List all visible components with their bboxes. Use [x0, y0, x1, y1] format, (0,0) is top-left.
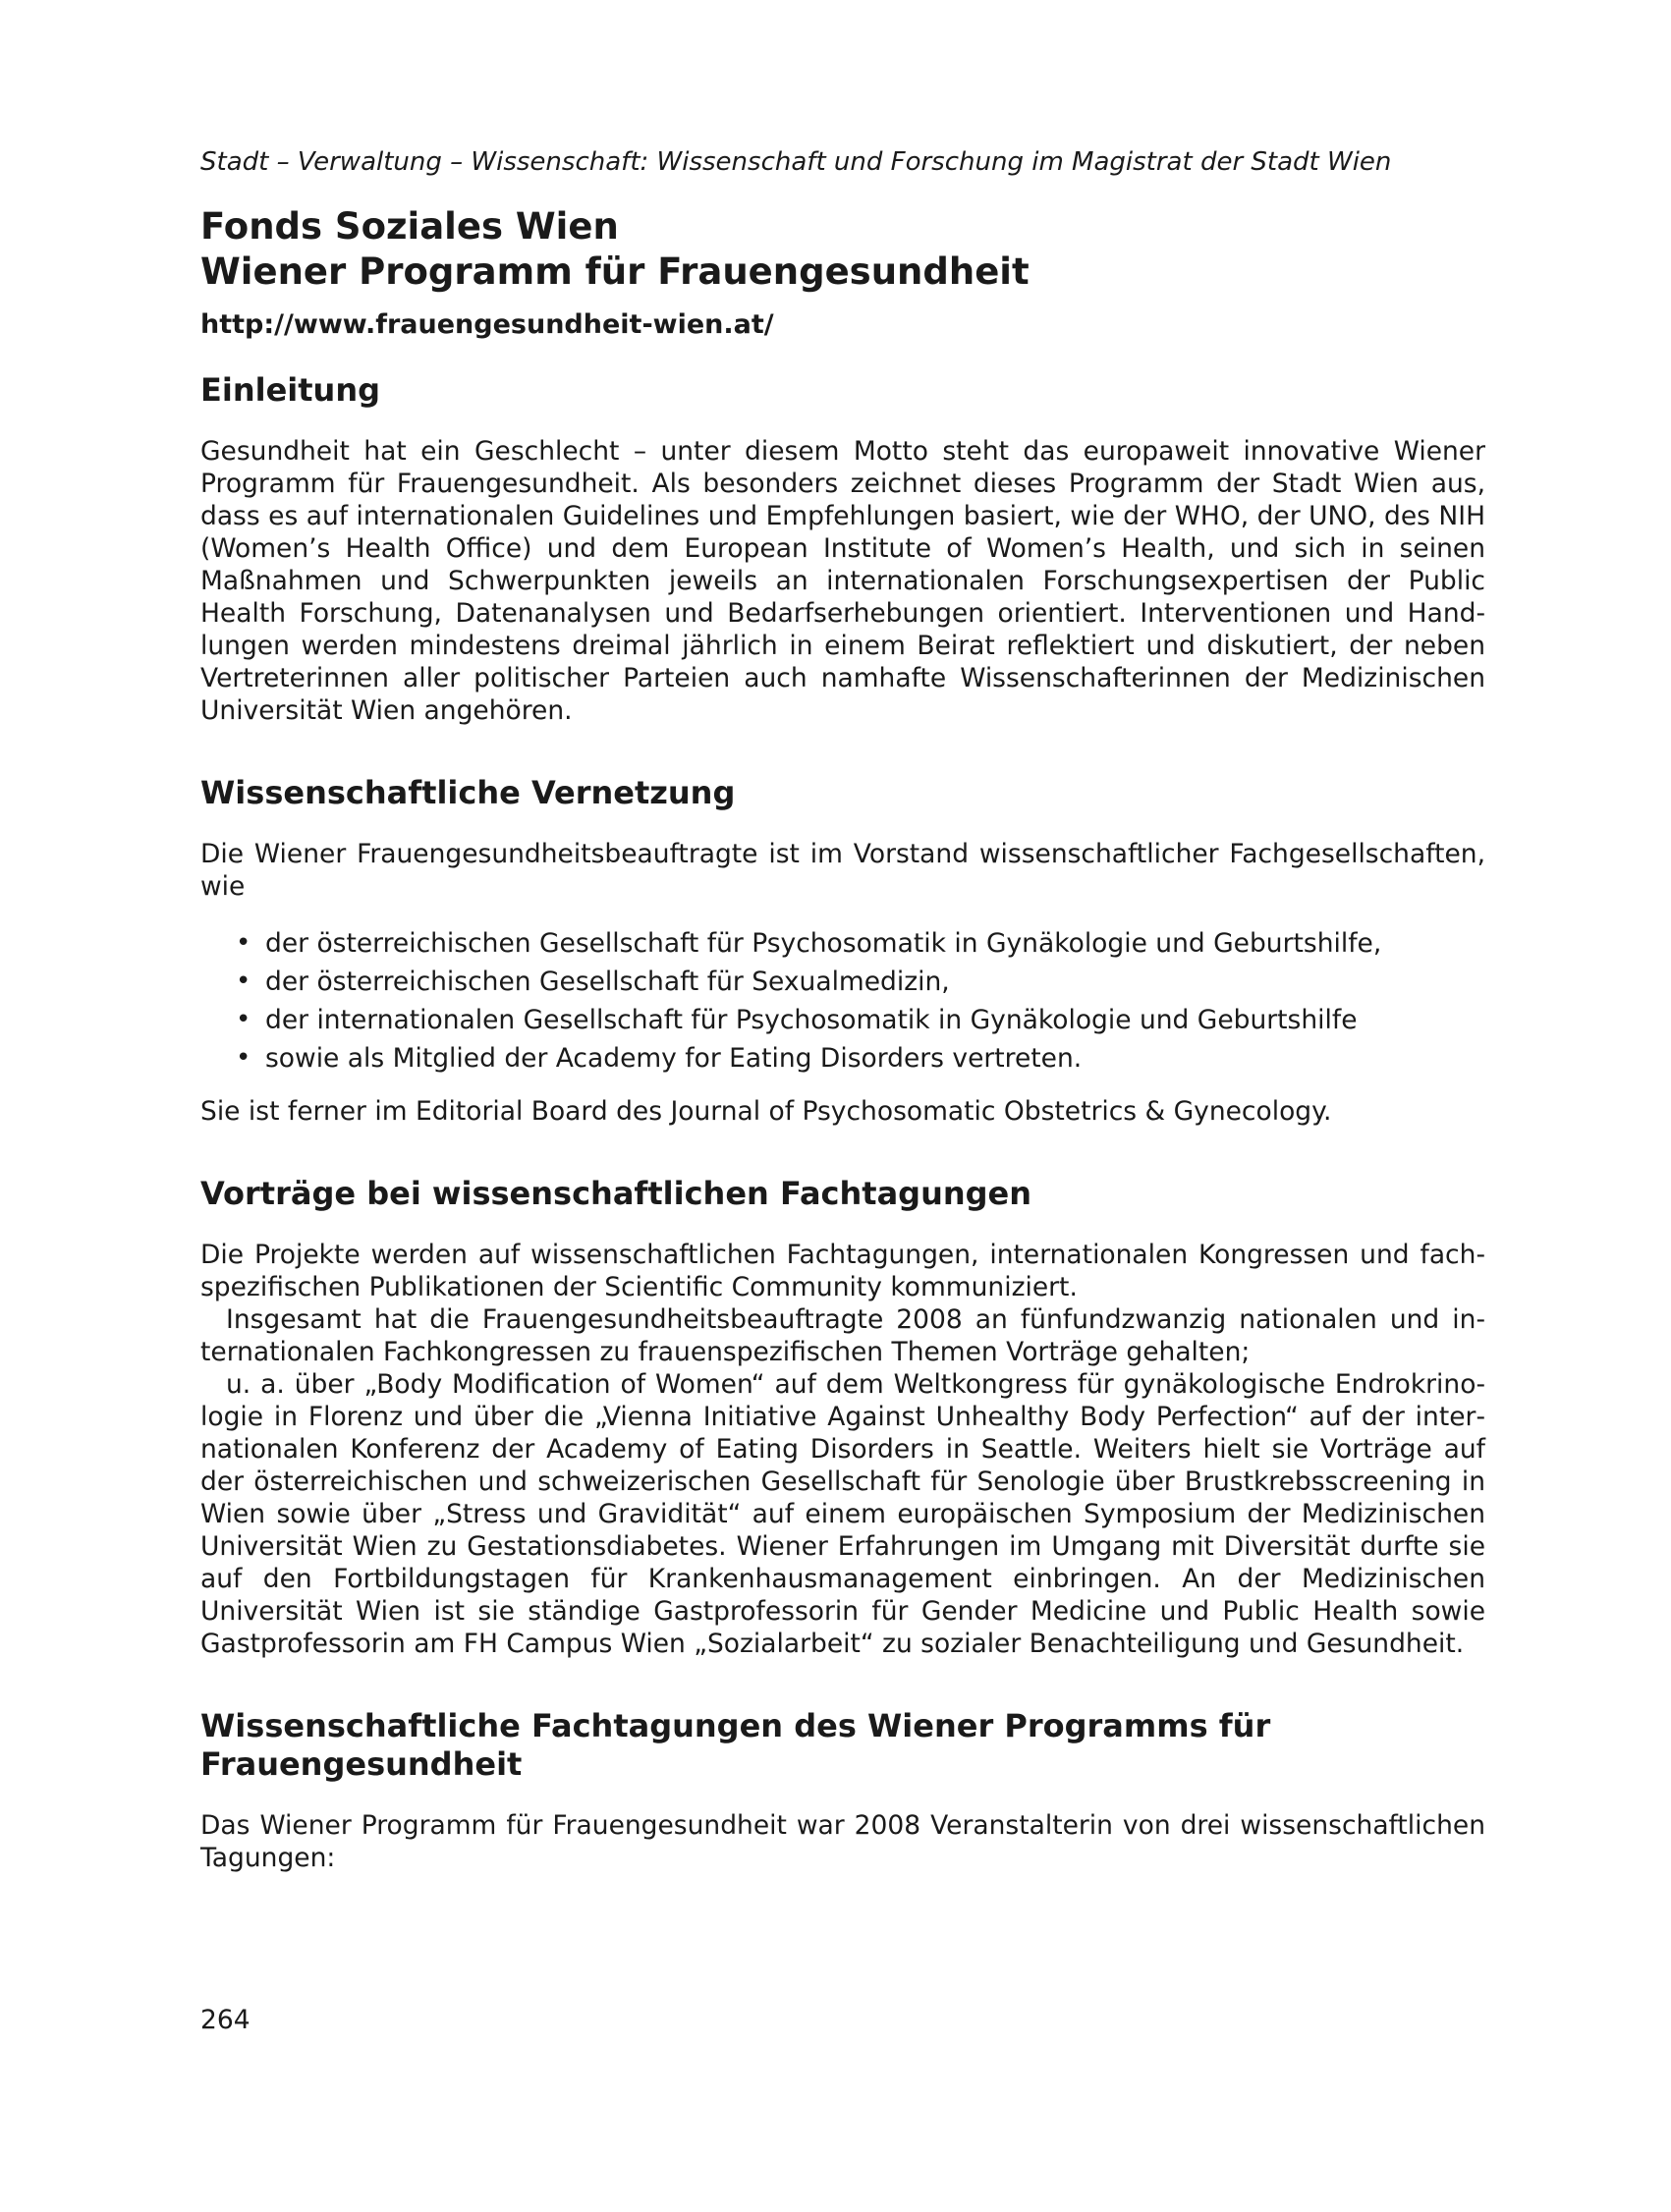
section-heading: Vorträge bei wissenschaftlichen Fachtagungen — [200, 1175, 1032, 1212]
section-einleitung — [200, 371, 1485, 727]
section-vortraege — [200, 1175, 1485, 1660]
paragraph: Insgesamt hat die Frauengesundheitsbeauftragte 2008 an fünfundzwanzig nationalen und internationalen Fachkongressen zu frauenspezifischen Themen Vorträge gehalten; — [200, 1304, 1485, 1367]
title-line-2: Wiener Programm für Frauengesundheit — [200, 250, 1030, 293]
list-item: • der österreichischen Gesellschaft für Psychosomatik in Gynäkologie und Geburtshilfe, — [200, 924, 1485, 963]
paragraph: Sie ist ferner im Editorial Board des Journal of Psychosomatic Obstetrics & Gynecology. — [200, 1096, 1332, 1127]
bullet-icon: • — [236, 1043, 251, 1073]
document-title — [200, 204, 1485, 295]
list-item: • der österreichischen Gesellschaft für Sexualmedizin, — [200, 963, 1485, 1001]
bullet-icon: • — [236, 967, 251, 996]
section-heading: Wissenschaftliche Vernetzung — [200, 774, 736, 811]
bullet-icon: • — [236, 1005, 251, 1034]
bullet-icon: • — [236, 928, 251, 958]
paragraph: Die Projekte werden auf wissenschaftlichen Fachtagungen, internationalen Kongressen und fachspezifischen Publikationen der Scientific Community kommuniziert. — [200, 1240, 1485, 1302]
section-heading: Einleitung — [200, 371, 381, 409]
paragraph: Die Wiener Frauengesundheitsbeauftragte ist im Vorstand wissenschaftlicher Fachgesellschaften, wie — [200, 839, 1485, 902]
list-item: • der internationalen Gesellschaft für Psychosomatik in Gynäkologie und Geburtshilfe — [200, 1001, 1485, 1039]
document-page — [200, 145, 1485, 1921]
bullet-list — [200, 924, 1485, 1078]
paragraph: u. a. über „Body Modification of Women“ auf dem Weltkongress für gynäkologische Endrokrinologie in Florenz und über die „Vienna Initiative Against Unhealthy Body Perfection“ auf der internationalen Konferenz der Academy of Eating Disorders in Seattle. Weiters hielt sie Vorträge auf der österreichischen und schweizerischen Gesellschaft für Senologie über Brustkrebsscreening in Wien sowie über „Stress und Gravidität“ auf einem europäischen Symposium der Medizinischen Universität Wien zu Gestationsdiabetes. Wiener Erfahrungen im Umgang mit Diversität durfte sie auf den Fortbildungstagen für Krankenhausmanagement einbringen. An der Medizinischen Universität Wien ist sie ständige Gastprofessorin für Gender Medicine und Public Health sowie Gastprofessorin am FH Campus Wien „Sozialarbeit“ zu sozialer Benachteiligung und Gesundheit. — [200, 1369, 1485, 1659]
section-heading: Wissenschaftliche Fachtagungen des Wiener Programms für Frauengesundheit — [200, 1707, 1271, 1783]
running-header: Stadt – Verwaltung – Wissenschaft: Wissenschaft und Forschung im Magistrat der Stadt Wien — [200, 147, 1392, 177]
paragraph: Das Wiener Programm für Frauengesundheit war 2008 Veranstalterin von drei wissenschaftlichen Tagungen: — [200, 1810, 1485, 1873]
title-line-1: Fonds Soziales Wien — [200, 205, 619, 248]
page-number: 264 — [200, 2005, 251, 2035]
section-fachtagungen — [200, 1707, 1485, 1874]
paragraph: Gesundheit hat ein Geschlecht – unter diesem Motto steht das europaweit innovative Wiener Programm für Frauengesundheit. Als besonders zeichnet dieses Programm der Stadt Wien aus, dass es auf internationalen Guidelines und Empfehlungen basiert, wie der WHO, der UNO, des NIH (Women’s Health Office) und dem European Institute of Women’s Health, und sich in seinen Maßnahmen und Schwerpunkten jeweils an internationalen Forschungsexpertisen der Public Health Forschung, Datenanalysen und Bedarfserhebungen orientiert. Interventionen und Handlungen werden mindestens dreimal jährlich in einem Beirat reflektiert und diskutiert, der neben Vertreterinnen aller politischer Parteien auch namhafte Wissenschafterinnen der Medizinischen Universität Wien angehören. — [200, 436, 1485, 726]
website-url: http://www.frauengesundheit-wien.at/ — [200, 309, 774, 340]
section-vernetzung — [200, 774, 1485, 1128]
list-item: • sowie als Mitglied der Academy for Eating Disorders vertreten. — [200, 1039, 1485, 1078]
